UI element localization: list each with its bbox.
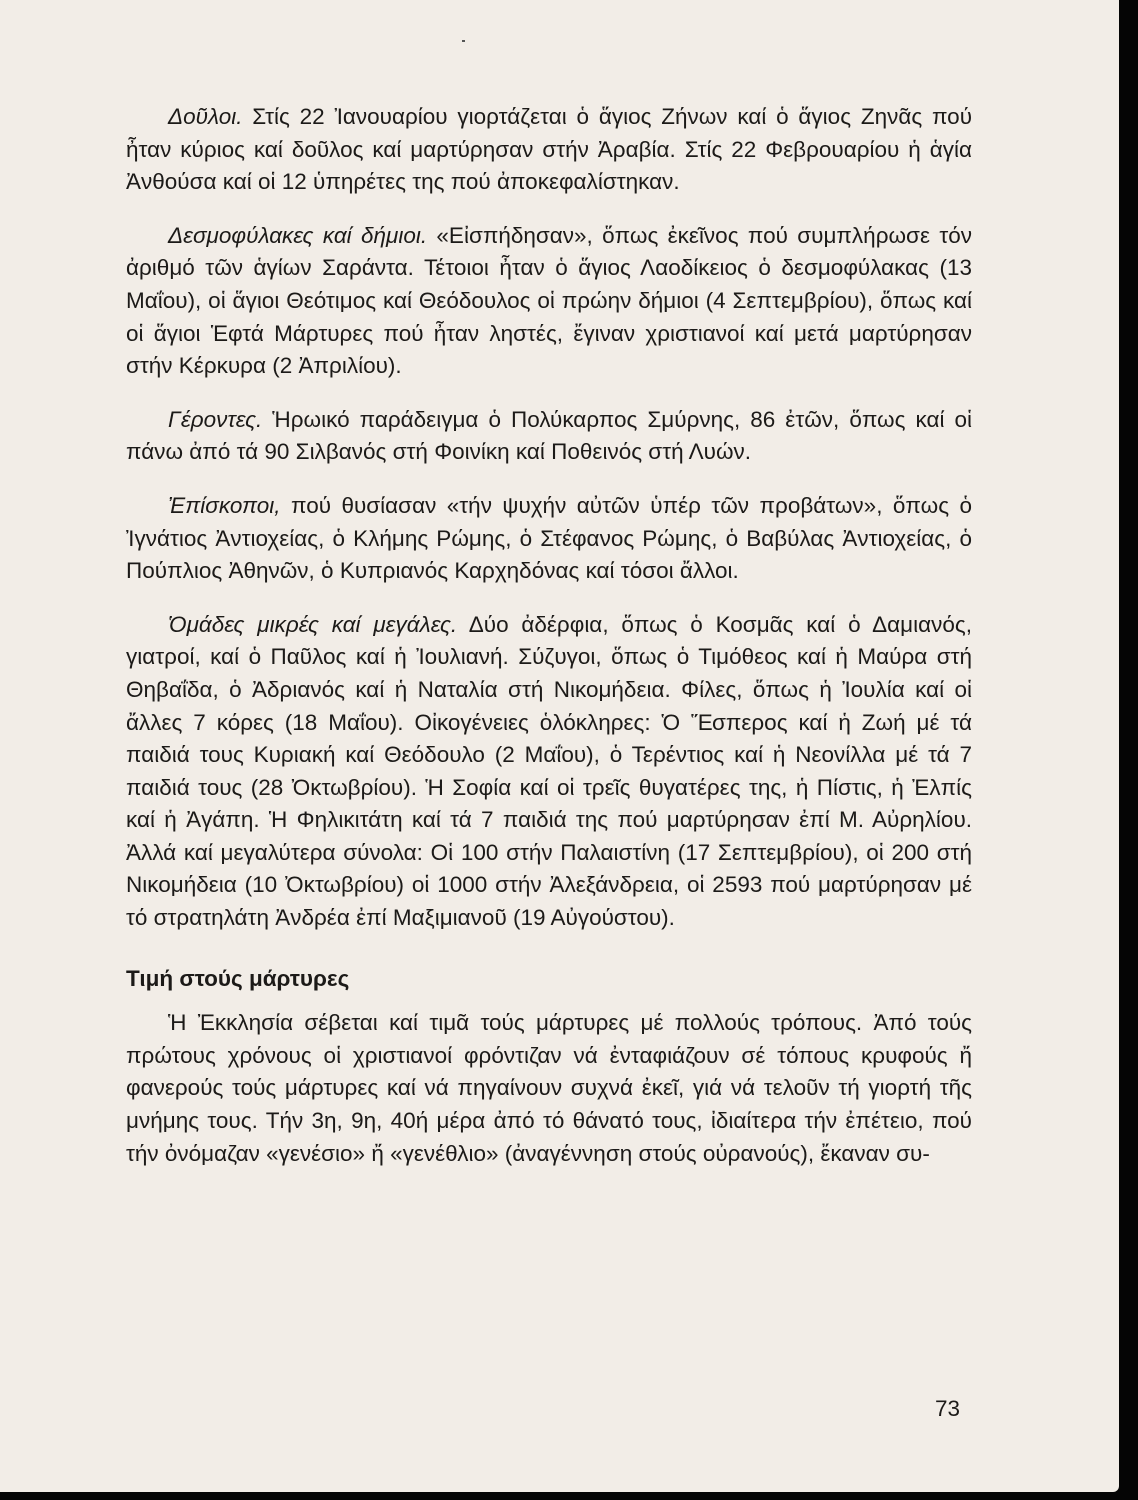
- page-body: [126, 101, 972, 1191]
- paragraph-text: Δύο ἀδέρφια, ὅπως ὁ Κοσμᾶς καί ὁ Δαμιανός, γιατροί, καί ὁ Παῦλος καί ἡ Ἰουλιανή. Σύζυγοι, ὅπως ὁ Τιμόθεος καί ἡ Μαύρα στή Θηβαΐδα, ὁ Ἀδριανός καί ἡ Ναταλία στή Νικομήδεια. Φίλες, ὅπως ἡ Ἰουλία καί οἱ ἄλλες 7 κόρες (18 Μαΐου). Οἰκογένειες ὁλόκληρες: Ὁ Ἕσπερος καί ἡ Ζωή μέ τά παιδιά τους Κυριακή καί Θεόδουλο (2 Μαΐου), ὁ Τερέντιος καί ἡ Νεονίλλα μέ τά 7 παιδιά τους (28 Ὀκτωβρίου). Ἡ Σοφία καί οἱ τρεῖς θυγατέρες της, ἡ Πίστις, ἡ Ἐλπίς καί ἡ Ἀγάπη. Ἡ Φηλικιτάτη καί τά 7 παιδιά της πού μαρτύρησαν ἐπί Μ. Αὐρηλίου. Ἀλλά καί μεγαλύτερα σύνολα: Οἱ 100 στήν Παλαιστίνη (17 Σεπτεμβρίου), οἱ 200 στή Νικομήδεια (10 Ὀκτωβρίου) οἱ 1000 στήν Ἀλεξάνδρεια, οἱ 2593 πού μαρτύρησαν μέ τό στρατηλάτη Ἀνδρέα ἐπί Μαξιμιανοῦ (19 Αὐγούστου).: [126, 611, 972, 931]
- paragraph-slaves: [126, 101, 972, 199]
- paragraph-text: Ἡρωικό παράδειγμα ὁ Πολύκαρπος Σμύρνης, 86 ἐτῶν, ὅπως καί οἱ πάνω ἀπό τά 90 Σιλβανός στή Φοινίκη καί Ποθεινός στή Λυών.: [126, 406, 972, 465]
- paragraph-lead: Ὁμάδες μικρές καί μεγάλες.: [168, 611, 458, 637]
- paragraph-jailers: [126, 220, 972, 383]
- print-speck: [462, 40, 465, 42]
- paragraph-lead: Ἐπίσκοποι,: [168, 492, 281, 518]
- section-paragraph: Ἡ Ἐκκλησία σέβεται καί τιμᾶ τούς μάρτυρες μέ πολλούς τρόπους. Ἀπό τούς πρώτους χρόνους οἱ χριστιανοί φρόντιζαν νά ἐνταφιάζουν σέ τόπους κρυφούς ἤ φανερούς τούς μάρτυρες καί νά πηγαίνουν συχνά ἐκεῖ, γιά νά τελοῦν τή γιορτή τῆς μνήμης τους. Τήν 3η, 9η, 40ή μέρα ἀπό τό θάνατό τους, ἰδιαίτερα τήν ἐπέτειο, πού τήν ὀνόμαζαν «γενέσιο» ἤ «γενέθλιο» (ἀναγέννηση στούς οὐρανούς), ἔκαναν συ-: [126, 1010, 972, 1166]
- paragraph-text: «Εἰσπήδησαν», ὅπως ἐκεῖνος πού συμπλήρωσε τόν ἀριθμό τῶν ἁγίων Σαράντα. Τέτοιοι ἦταν ὁ ἅγιος Λαοδίκειος ὁ δεσμοφύλακας (13 Μαΐου), οἱ ἅγιοι Θεότιμος καί Θεόδουλος οἱ πρώην δήμιοι (4 Σεπτεμβρίου), ὅπως καί οἱ ἅγιοι Ἑφτά Μάρτυρες πού ἦταν ληστές, ἔγιναν χριστιανοί καί μετά μαρτύρησαν στήν Κέρκυρα (2 Ἀπριλίου).: [126, 222, 972, 379]
- paragraph-lead: Δοῦλοι.: [168, 104, 243, 129]
- section-heading: Τιμή στούς μάρτυρες: [126, 965, 350, 991]
- paragraph-bishops: [126, 490, 972, 588]
- paragraph-lead: Γέροντες.: [168, 406, 263, 432]
- paragraph-elders: [126, 404, 972, 469]
- paragraph-lead: Δεσμοφύλακες καί δήμιοι.: [168, 222, 428, 248]
- paragraph-text: Στίς 22 Ἰανουαρίου γιορτάζεται ὁ ἅγιος Ζήνων καί ὁ ἅγιος Ζηνᾶς πού ἦταν κύριος καί δοῦλος καί μαρτύρησαν στήν Ἀραβία. Στίς 22 Φεβρουαρίου ἡ ἁγία Ἀνθούσα καί οἱ 12 ὑπηρέτες της πού ἀποκεφαλίστηκαν.: [126, 104, 972, 195]
- paragraph-text: πού θυσίασαν «τήν ψυχήν αὐτῶν ὑπέρ τῶν προβάτων», ὅπως ὁ Ἰγνάτιος Ἀντιοχείας, ὁ Κλήμης Ρώμης, ὁ Στέφανος Ρώμης, ὁ Βαβύλας Ἀντιοχείας, ὁ Πούπλιος Ἀθηνῶν, ὁ Κυπριανός Καρχηδόνας καί τόσοι ἄλλοι.: [126, 492, 972, 584]
- paragraph-groups: [126, 609, 972, 935]
- page-number: 73: [935, 1396, 961, 1421]
